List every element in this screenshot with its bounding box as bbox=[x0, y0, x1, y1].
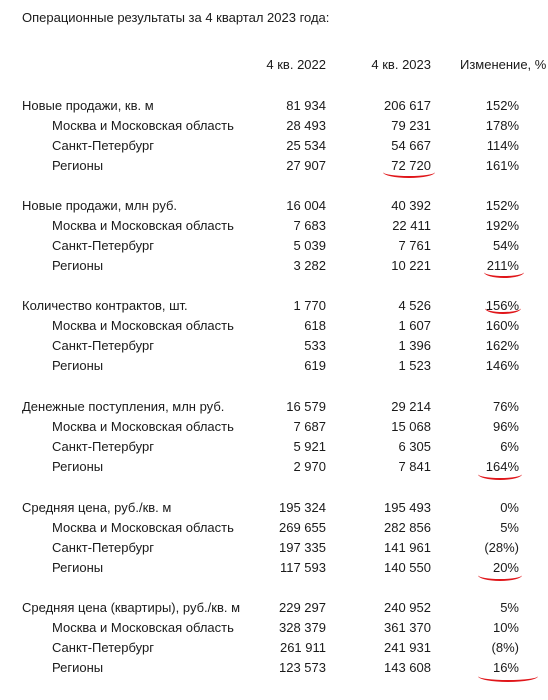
cell-2022: 229 297 bbox=[279, 600, 326, 615]
cell-2022: 7 683 bbox=[293, 218, 326, 233]
cell-2023: 206 617 bbox=[384, 98, 431, 113]
cell-change: 192% bbox=[485, 218, 519, 233]
red-underline-mark bbox=[478, 473, 522, 480]
cell-2023: 241 931 bbox=[384, 640, 431, 655]
cell-2023: 29 214 bbox=[391, 399, 431, 414]
section-label: Количество контрактов, шт. bbox=[22, 298, 188, 313]
cell-2022: 27 907 bbox=[286, 158, 326, 173]
cell-2023: 143 608 bbox=[384, 660, 431, 675]
cell-change: 16% bbox=[492, 660, 519, 675]
cell-change: (28%) bbox=[484, 540, 519, 555]
row-label: Регионы bbox=[52, 158, 104, 173]
cell-2023: 282 856 bbox=[384, 520, 431, 535]
column-header-2022: 4 кв. 2022 bbox=[266, 57, 326, 72]
cell-2022: 25 534 bbox=[286, 138, 326, 153]
cell-change: 146% bbox=[485, 358, 519, 373]
cell-2023: 10 221 bbox=[391, 258, 431, 273]
cell-2023: 1 396 bbox=[398, 338, 431, 353]
cell-2022: 619 bbox=[304, 358, 326, 373]
row-label: Регионы bbox=[52, 258, 104, 273]
cell-change: 5% bbox=[500, 600, 519, 615]
cell-2023: 195 493 bbox=[384, 500, 431, 515]
row-label: Москва и Московская область bbox=[52, 620, 234, 635]
cell-2023: 141 961 bbox=[384, 540, 431, 555]
cell-2022: 117 593 bbox=[279, 560, 326, 575]
row-label: Санкт-Петербург bbox=[52, 238, 154, 253]
cell-2022: 16 004 bbox=[286, 198, 326, 213]
cell-2023: 140 550 bbox=[384, 560, 431, 575]
cell-2023: 1 523 bbox=[398, 358, 431, 373]
cell-change: 10% bbox=[492, 620, 519, 635]
cell-change: 5% bbox=[500, 520, 519, 535]
cell-2023: 79 231 bbox=[391, 118, 431, 133]
cell-2022: 269 655 bbox=[279, 520, 326, 535]
cell-change: 160% bbox=[485, 318, 519, 333]
cell-change: 161% bbox=[485, 158, 519, 173]
section-label: Средняя цена (квартиры), руб./кв. м bbox=[22, 600, 241, 615]
row-label: Санкт-Петербург bbox=[52, 138, 154, 153]
row-label: Москва и Московская область bbox=[52, 419, 234, 434]
row-label: Москва и Московская область bbox=[52, 218, 234, 233]
cell-change: 164% bbox=[485, 459, 519, 474]
cell-2022: 195 324 bbox=[279, 500, 326, 515]
cell-2022: 618 bbox=[304, 318, 326, 333]
page-title: Операционные результаты за 4 квартал 2023 года: bbox=[22, 10, 330, 25]
cell-2022: 5 921 bbox=[293, 439, 326, 454]
cell-2023: 40 392 bbox=[391, 198, 431, 213]
cell-change: 114% bbox=[486, 138, 519, 153]
cell-2022: 5 039 bbox=[293, 238, 326, 253]
cell-2023: 72 720 bbox=[391, 158, 431, 173]
row-label: Регионы bbox=[52, 660, 104, 675]
cell-change: 178% bbox=[485, 118, 519, 133]
cell-2022: 3 282 bbox=[293, 258, 326, 273]
red-underline-mark bbox=[484, 271, 524, 278]
cell-change: 76% bbox=[492, 399, 519, 414]
cell-2022: 123 573 bbox=[279, 660, 326, 675]
column-header-2023: 4 кв. 2023 bbox=[371, 57, 431, 72]
cell-change: 20% bbox=[492, 560, 519, 575]
cell-2023: 22 411 bbox=[392, 218, 431, 233]
cell-2022: 28 493 bbox=[286, 118, 326, 133]
section-label: Новые продажи, кв. м bbox=[22, 98, 154, 113]
cell-2023: 7 761 bbox=[398, 238, 431, 253]
cell-2022: 7 687 bbox=[293, 419, 326, 434]
row-label: Санкт-Петербург bbox=[52, 640, 154, 655]
cell-2023: 1 607 bbox=[398, 318, 431, 333]
row-label: Регионы bbox=[52, 358, 104, 373]
cell-change: 0% bbox=[500, 500, 519, 515]
cell-change: 152% bbox=[485, 198, 519, 213]
row-label: Москва и Московская область bbox=[52, 520, 234, 535]
cell-2022: 1 770 bbox=[293, 298, 326, 313]
row-label: Регионы bbox=[52, 459, 104, 474]
red-underline-mark bbox=[478, 675, 538, 682]
cell-2023: 7 841 bbox=[398, 459, 431, 474]
row-label: Санкт-Петербург bbox=[52, 540, 154, 555]
cell-2022: 328 379 bbox=[279, 620, 326, 635]
cell-2023: 4 526 bbox=[398, 298, 431, 313]
cell-2023: 54 667 bbox=[391, 138, 431, 153]
cell-2022: 197 335 bbox=[279, 540, 326, 555]
cell-2023: 361 370 bbox=[384, 620, 431, 635]
cell-2023: 15 068 bbox=[391, 419, 431, 434]
cell-2022: 16 579 bbox=[286, 399, 326, 414]
red-underline-mark bbox=[478, 574, 522, 581]
cell-change: 211% bbox=[486, 258, 519, 273]
row-label: Санкт-Петербург bbox=[52, 439, 154, 454]
cell-2022: 533 bbox=[304, 338, 326, 353]
cell-change: (8%) bbox=[491, 640, 519, 655]
red-underline-mark bbox=[383, 171, 435, 178]
cell-2022: 261 911 bbox=[279, 640, 326, 655]
cell-change: 156% bbox=[485, 298, 519, 313]
row-label: Регионы bbox=[52, 560, 104, 575]
column-header-change: Изменение, % bbox=[460, 57, 547, 72]
cell-change: 6% bbox=[500, 439, 519, 454]
section-label: Новые продажи, млн руб. bbox=[22, 198, 178, 213]
cell-2022: 2 970 bbox=[293, 459, 326, 474]
section-label: Средняя цена, руб./кв. м bbox=[22, 500, 172, 515]
cell-2023: 240 952 bbox=[384, 600, 431, 615]
cell-2022: 81 934 bbox=[286, 98, 326, 113]
cell-2023: 6 305 bbox=[398, 439, 431, 454]
cell-change: 162% bbox=[485, 338, 519, 353]
row-label: Москва и Московская область bbox=[52, 118, 234, 133]
row-label: Санкт-Петербург bbox=[52, 338, 154, 353]
section-label: Денежные поступления, млн руб. bbox=[22, 399, 225, 414]
row-label: Москва и Московская область bbox=[52, 318, 234, 333]
cell-change: 152% bbox=[485, 98, 519, 113]
cell-change: 54% bbox=[492, 238, 519, 253]
cell-change: 96% bbox=[492, 419, 519, 434]
